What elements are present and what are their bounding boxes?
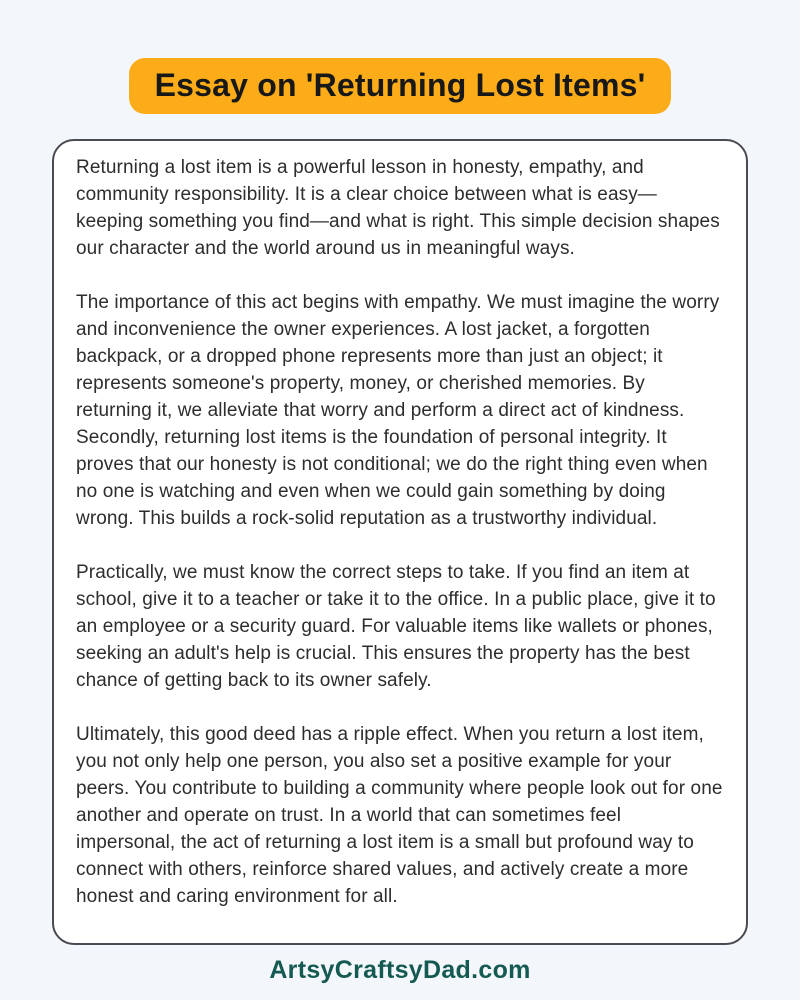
essay-title: Essay on 'Returning Lost Items' [154, 67, 646, 103]
site-name: ArtsyCraftsyDad.com [269, 956, 531, 984]
essay-title-banner [129, 58, 672, 114]
essay-paragraph-2: The importance of this act begins with empathy. We must imagine the worry and inconvenience the owner experiences. A lost jacket, a forgotten backpack, or a dropped phone represents more than just an object; it represents someone's property, money, or cherished memories. By returning it, we alleviate that worry and perform a direct act of kindness. Secondly, returning lost items is the foundation of personal integrity. It proves that our honesty is not conditional; we do the right thing even when no one is watching and even when we could gain something by doing wrong. This builds a rock-solid reputation as a trustworthy individual. [76, 292, 720, 529]
essay-paragraph-1: Returning a lost item is a powerful lesson in honesty, empathy, and community responsibility. It is a clear choice between what is easy—keeping something you find—and what is right. This simple decision shapes our character and the world around us in meaningful ways. [76, 157, 720, 259]
essay-paragraph-4: Ultimately, this good deed has a ripple effect. When you return a lost item, you not only help one person, you also set a positive example for your peers. You contribute to building a community where people look out for one another and operate on trust. In a world that can sometimes feel impersonal, the act of returning a lost item is a small but profound way to connect with others, reinforce shared values, and actively create a more honest and caring environment for all. [76, 724, 723, 907]
essay-body-card [52, 139, 748, 945]
essay-paragraph-3: Practically, we must know the correct steps to take. If you find an item at school, give it to a teacher or take it to the office. In a public place, give it to an employee or a security guard. For valuable items like wallets or phones, seeking an adult's help is crucial. This ensures the property has the best chance of getting back to its owner safely. [76, 562, 716, 691]
